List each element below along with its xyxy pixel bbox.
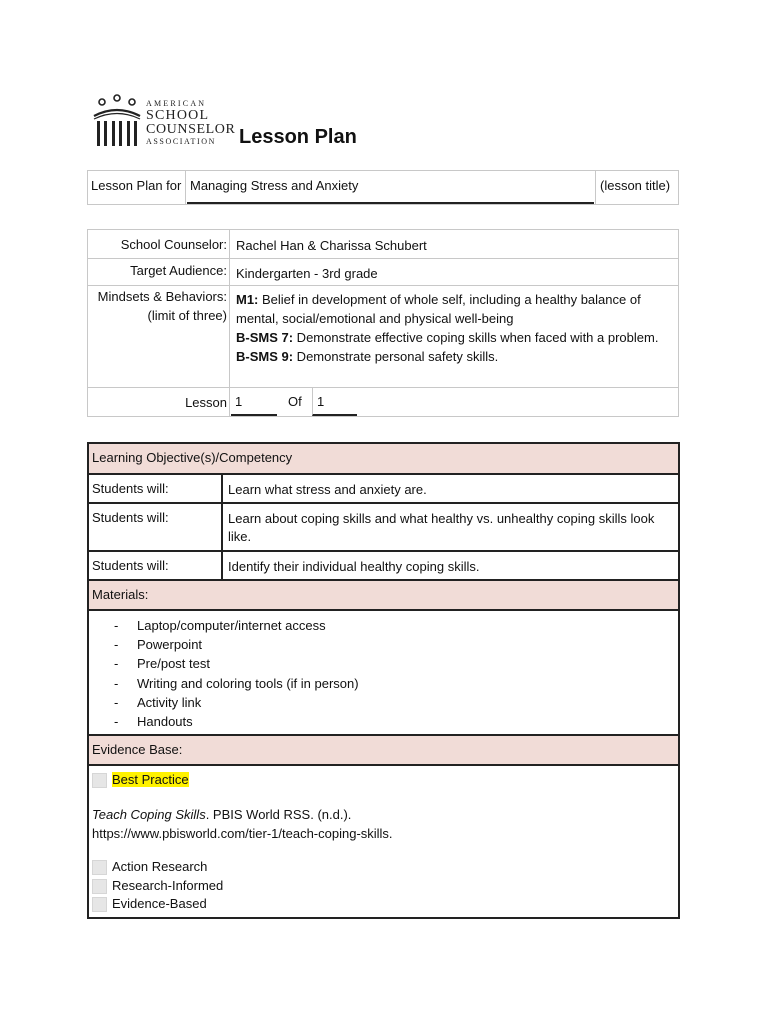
bsms7-standard: B-SMS 7: Demonstrate effective coping skills when faced with a problem. bbox=[236, 330, 659, 345]
objective-text[interactable]: Learn what stress and anxiety are. bbox=[228, 482, 427, 497]
objective-label: Students will: bbox=[89, 475, 223, 502]
citation-source: . PBIS World RSS. (n.d.). bbox=[205, 807, 352, 822]
citation-title: Teach Coping Skills bbox=[92, 807, 206, 822]
lesson-row bbox=[88, 388, 678, 416]
action-research-option[interactable] bbox=[92, 858, 207, 876]
list-item: - Writing and coloring tools (if in person) bbox=[114, 674, 359, 693]
evidence-based-checkbox[interactable] bbox=[92, 897, 107, 912]
objective-text[interactable]: Identify their individual healthy coping skills. bbox=[228, 559, 480, 574]
lesson-info-table bbox=[87, 229, 679, 417]
mindsets-label bbox=[88, 286, 230, 387]
best-practice-checkbox[interactable] bbox=[92, 773, 107, 788]
audience-field[interactable]: Kindergarten - 3rd grade bbox=[236, 266, 378, 281]
lesson-plan-for-label: Lesson Plan for bbox=[88, 171, 186, 204]
citation bbox=[92, 805, 652, 843]
objective-text[interactable]: Learn about coping skills and what healthy vs. unhealthy coping skills look like. bbox=[228, 511, 655, 544]
materials-list[interactable] bbox=[114, 616, 359, 731]
mindsets-label-line2: (limit of three) bbox=[147, 308, 227, 323]
objective-label: Students will: bbox=[89, 504, 223, 550]
audience-label: Target Audience: bbox=[88, 259, 230, 285]
lesson-title-field[interactable]: Managing Stress and Anxiety bbox=[187, 171, 594, 204]
of-label: Of bbox=[288, 394, 302, 409]
asca-logo-text: AMERICAN SCHOOL COUNSELOR ASSOCIATION bbox=[146, 99, 236, 146]
objective-row bbox=[89, 504, 678, 552]
evidence-heading: Evidence Base: bbox=[89, 734, 678, 766]
lesson-title-hint: (lesson title) bbox=[595, 171, 680, 204]
evidence-based-option[interactable] bbox=[92, 895, 207, 913]
objective-row bbox=[89, 552, 678, 581]
list-item: - Laptop/computer/internet access bbox=[114, 616, 359, 635]
list-item: - Activity link bbox=[114, 693, 359, 712]
objectives-heading: Learning Objective(s)/Competency bbox=[89, 444, 678, 475]
citation-url[interactable]: https://www.pbisworld.com/tier-1/teach-coping-skills. bbox=[92, 826, 393, 841]
m1-standard: M1: Belief in development of whole self, including a healthy balance of mental, social/emotional and physical well-being bbox=[236, 292, 641, 326]
list-item: - Handouts bbox=[114, 712, 359, 731]
best-practice-label: Best Practice bbox=[112, 772, 189, 787]
research-informed-option[interactable] bbox=[92, 877, 223, 895]
action-research-label: Action Research bbox=[112, 859, 208, 874]
bsms9-standard: B-SMS 9: Demonstrate personal safety skills. bbox=[236, 349, 499, 364]
action-research-checkbox[interactable] bbox=[92, 860, 107, 875]
counselor-row bbox=[88, 230, 678, 259]
lesson-plan-for-table bbox=[87, 170, 679, 205]
materials-heading: Materials: bbox=[89, 581, 678, 611]
mindsets-row bbox=[88, 286, 678, 388]
list-item: - Pre/post test bbox=[114, 654, 359, 673]
list-item: - Powerpoint bbox=[114, 635, 359, 654]
asca-logo-icon bbox=[92, 94, 142, 150]
counselor-field[interactable]: Rachel Han & Charissa Schubert bbox=[236, 238, 427, 253]
lesson-total-field[interactable]: 1 bbox=[312, 388, 357, 416]
lesson-number-field[interactable]: 1 bbox=[231, 388, 277, 416]
best-practice-option[interactable] bbox=[92, 771, 189, 789]
mindsets-label-line1: Mindsets & Behaviors: bbox=[97, 289, 227, 304]
objective-label: Students will: bbox=[89, 552, 223, 579]
audience-row bbox=[88, 259, 678, 286]
mindsets-field[interactable] bbox=[231, 286, 678, 387]
asca-logo bbox=[92, 94, 242, 150]
lesson-details-table bbox=[87, 442, 680, 919]
page-title: Lesson Plan bbox=[239, 126, 357, 148]
lesson-label: Lesson bbox=[88, 388, 230, 416]
objective-row bbox=[89, 475, 678, 504]
research-informed-checkbox[interactable] bbox=[92, 879, 107, 894]
counselor-label: School Counselor: bbox=[88, 230, 230, 258]
research-informed-label: Research-Informed bbox=[112, 878, 224, 893]
evidence-based-label: Evidence-Based bbox=[112, 896, 207, 911]
